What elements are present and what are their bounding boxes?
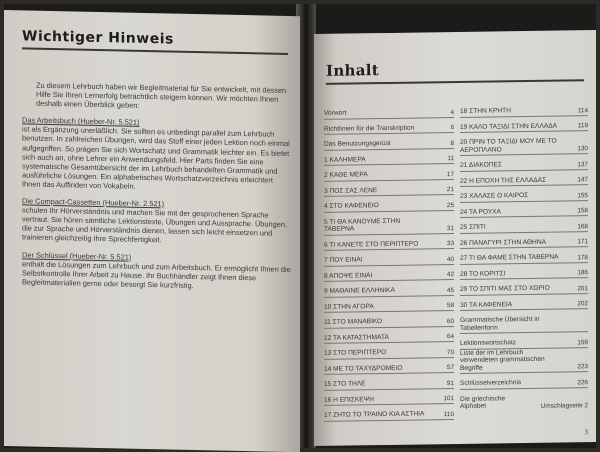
toc-entry-page: 226: [570, 379, 588, 386]
toc-entry-page: 101: [436, 395, 454, 402]
toc-entry-page: 155: [570, 192, 588, 199]
toc-entry-label: 16 Η ΕΠΙΣΚΕΨΗ: [324, 395, 436, 404]
toc-entry: [460, 263, 588, 280]
toc-entry: [324, 118, 454, 135]
toc-entry-label: 12 ΤΑ ΚΑΤΑΣΤΗΜΑΤΑ: [324, 333, 436, 342]
toc-entry: [324, 311, 454, 328]
toc-entry: [324, 265, 454, 282]
right-page: [314, 30, 596, 446]
left-page-body: [22, 80, 292, 300]
toc-entry-page: 147: [570, 176, 588, 183]
toc-entry-label: 19 ΚΑΛΟ ΤΑΞΙΔΙ ΣΤΗΝ ΕΛΛΑΔΑ: [460, 122, 570, 131]
toc-entry-page: 60: [436, 318, 454, 325]
toc-entry: [460, 348, 588, 374]
toc-entry-label: 24 ΤΑ ΡΟΥΧΑ: [460, 207, 570, 216]
toc-entry-label: 4 ΣΤΟ ΚΑΦΕΝΕΙΟ: [324, 201, 436, 210]
toc-entry-page: 21: [436, 186, 454, 193]
toc-entry-page: 91: [436, 380, 454, 387]
paragraph-heading: Die Compact-Cassetten (Hueber-Nr. 2.521): [22, 196, 164, 208]
toc-entry-label: 3 ΠΟΣ ΣΑΣ ΛΕΝΕ: [324, 186, 436, 195]
toc-entry-label: 1 ΚΑΛΗΜΕΡΑ: [324, 155, 436, 164]
toc-entry: [460, 100, 588, 117]
toc-entry: [460, 332, 588, 349]
paragraph-heading: Das Arbeitsbuch (Hueber-Nr. 5.521): [22, 116, 139, 127]
toc-entry-page: 58: [436, 302, 454, 309]
toc-entry-label: 15 ΣΤΟ ΤΗΛΕ: [324, 379, 436, 388]
toc-entry-label: 25 ΣΠΙΤΙ: [460, 222, 570, 231]
toc-entry: [460, 116, 588, 133]
toc-entry-label: 23 ΧΑΛΑΣΕ Ο ΚΑΙΡΟΣ: [460, 191, 570, 200]
toc-entry-page: 178: [570, 254, 588, 261]
toc-entry-label: Vorwort: [324, 108, 436, 117]
toc-entry-label: 20 ΠΡΙΝ ΤΟ ΤΑΞΙΔΙ ΜΟΥ ΜΕ ΤΟ ΑΕΡΟΠΛΑΝΟ: [460, 137, 570, 154]
toc-entry: [324, 180, 454, 197]
toc-entry: [460, 170, 588, 187]
page-title: Wichtiger Hinweis: [22, 28, 288, 53]
toc-entry: [324, 327, 454, 344]
toc-entry-label: 27 ΤΙ ΘΑ ΦΑΜΕ ΣΤΗΝ ΤΑΒΕΡΝΑ: [460, 253, 570, 262]
toc-entry-label: Schlüsselverzeichnis: [460, 378, 570, 387]
toc-entry: [324, 149, 454, 166]
paragraph-text: schulen Ihr Hörverständnis und machen Sie mit der gesprochenen Sprache vertraut. Sie hören sämtliche Lektionstexte, Übungen und Aussprache. Übungen, die zur Sprache und Hörverständnis dienen, lassen sich leicht einsetzen und trainieren gleichzeitig Ihre Sprechfertigkeit.: [22, 206, 287, 245]
toc-entry-page: 57: [436, 364, 454, 371]
toc-entry: [460, 247, 588, 264]
toc-entry-label: 18 ΣΤΗΝ ΚΡΗΤΗ: [460, 106, 570, 115]
toc-entry-label: 17 ΖΗΤΩ ΤΟ ΤΡΑΙΝΟ ΚΙΑ ΑΣΤΗΙΑ: [324, 410, 436, 419]
toc-column-1: [324, 102, 454, 421]
toc-entry-page: 64: [436, 333, 454, 340]
toc-entry-page: 130: [570, 145, 588, 152]
toc-entry-page: 70: [436, 349, 454, 356]
toc-entry-label: 5 ΤΙ ΘΑ ΚΑΝΟΥΜΕ ΣΤΗΝ ΤΑΒΕΡΝΑ: [324, 217, 436, 234]
toc-entry: [324, 195, 454, 212]
toc-entry-page: 110: [436, 411, 454, 418]
open-book: [4, 4, 596, 448]
toc-entry-page: 159: [570, 339, 588, 346]
toc-entry: [324, 102, 454, 119]
toc-entry: [324, 373, 454, 390]
toc-entry: [324, 133, 454, 150]
toc-entry-label: Richtlinien für die Transkription: [324, 124, 436, 133]
toc-entry-label: 28 ΤΟ ΚΟΡΙΤΣΙ: [460, 269, 570, 278]
toc-entry: [460, 131, 588, 156]
toc-entry-page: 6: [436, 124, 454, 131]
toc-entry-page: 40: [436, 256, 454, 263]
toc-entry-label: 7 ΠΟΥ ΕΙΝΑΙ: [324, 255, 436, 264]
hint-paragraph: [22, 196, 292, 247]
paragraph-heading: Der Schlüssel (Hueber-Nr. 5.521): [22, 250, 131, 261]
paragraph-text: ist als Ergänzung unerläßlich. Sie sollten es unbedingt parallel zum Lehrbuch benutzen. In zahlreichen Übungen, wird das Stoff einer jeden Lektion noch einmal aufgegriffen. So prägen Sie sich Wortschatz und Grammatik leichter ein. Es bietet sich auch an, ohne Lehrer ein Anwendungsfeld. Hier Parts finden Sie eine systematische Gesamtübersicht der im Lehrbuch behandelten Grammatik und ausführliche Lösungen. Ein alphabetisches Wortschatzverzeichnis erleichtert Ihnen das Auffinden von Vokabeln.: [22, 125, 290, 191]
right-page-header: [326, 58, 584, 85]
contents-title: Inhalt: [326, 58, 584, 83]
toc-entry: [460, 372, 588, 389]
toc-entry-label: 26 ΠΑΝΑΓΥΡΙ ΣΤΗΝ ΑΘΗΝΑ: [460, 238, 570, 247]
toc-entry-label: 10 ΣΤΗΝ ΑΓΟΡΑ: [324, 302, 436, 311]
toc-entry-page: 223: [570, 363, 588, 370]
toc-entry-label: Liste der im Lehrbuch verwendeten grammatischen Begriffe: [460, 348, 570, 372]
toc-entry-label: 30 ΤΑ ΚΑΦΕΝΕΙΑ: [460, 300, 570, 309]
toc-entry: [324, 389, 454, 406]
toc-entry-label: Lektionswortschatz: [460, 338, 570, 347]
toc-column-2: [460, 100, 588, 411]
toc-entry: [324, 249, 454, 266]
toc-entry-page: 202: [570, 300, 588, 307]
toc-entry: [324, 164, 454, 181]
toc-entry: [460, 216, 588, 233]
toc-entry-page: 168: [570, 223, 588, 230]
paragraph-text: enthält die Lösungen zum Lehrbuch und zum Arbeitsbuch. Er ermöglicht Ihnen die Selbstkontrolle Ihrer Arbeit zu Hause. Ihr Buchhändler zeigt Ihnen diese Begleitmaterialien gerne oder besorgt Sie kurzfristig.: [22, 259, 291, 290]
toc-entry-label: 29 ΤΟ ΣΠΙΤΙ ΜΑΣ ΣΤΟ ΧΩΡΙΟ: [460, 284, 570, 293]
toc-entry: [460, 388, 588, 412]
toc-entry-label: 9 ΜΑΘΑΙΝΕ ΕΛΛΗΝΙΚΑ: [324, 286, 436, 295]
toc-entry-page: 8: [436, 140, 454, 147]
toc-entry-page: 186: [570, 269, 588, 276]
toc-entry: [460, 185, 588, 202]
paragraph-text: Zu diesem Lehrbuch haben wir Begleitmaterial für Sie entwickelt, mit dessen Hilfe Sie Ihren Lernerfolg beträchtlich steigern können. Wir möchten Ihnen deshalb einen Überblick geben:: [36, 81, 286, 110]
toc-entry-page: 31: [436, 225, 454, 232]
toc-entry: [460, 154, 588, 171]
toc-entry-page: 25: [436, 202, 454, 209]
toc-entry: [324, 342, 454, 359]
toc-entry-label: 14 ΜΕ ΤΟ ΤΑΧΥΔΡΟΜΕΙΟ: [324, 364, 436, 373]
hint-paragraph: [22, 80, 292, 113]
toc-entry: [324, 211, 454, 236]
left-page-header: [22, 28, 288, 55]
toc-entry-label: 6 ΤΙ ΚΑΝΕΤΕ ΣΤΟ ΠΕΡΙΠΤΕΡΟ: [324, 240, 436, 249]
toc-entry-page: 4: [436, 109, 454, 116]
toc-entry-page: 137: [570, 161, 588, 168]
toc-entry-label: 13 ΣΤΟ ΠΕΡΙΠΤΕΡΟ: [324, 348, 436, 357]
page-number: 3: [585, 428, 589, 436]
toc-entry-page: Umschlagseite 2: [534, 402, 588, 410]
toc-entry-page: 158: [570, 207, 588, 214]
left-page: [4, 10, 300, 452]
toc-entry: [324, 404, 454, 421]
toc-entry: [460, 294, 588, 311]
toc-entry-page: 119: [570, 122, 588, 129]
toc-entry: [460, 201, 588, 218]
toc-entry-label: 22 Η ΕΠΟΧΗ ΤΗΣ ΕΛΛΑΔΑΣ: [460, 176, 570, 185]
toc-entry: [324, 296, 454, 313]
toc-entry: [324, 280, 454, 297]
toc-entry-label: 21 ΔΙΑΚΟΠΕΣ: [460, 160, 570, 169]
toc-entry: [460, 278, 588, 295]
toc-entry-page: 201: [570, 285, 588, 292]
toc-entry-page: 114: [570, 107, 588, 114]
toc-entry-page: 45: [436, 287, 454, 294]
toc-entry-page: 11: [436, 155, 454, 162]
toc-entry: [460, 232, 588, 249]
toc-entry-label: 8 ΑΠΟΨΕ ΕΙΝΑΙ: [324, 271, 436, 280]
toc-entry: [324, 234, 454, 251]
toc-entry: [460, 309, 588, 334]
toc-entry-page: 42: [436, 271, 454, 278]
toc-entry-page: 33: [436, 240, 454, 247]
toc-entry-page: 171: [570, 238, 588, 245]
toc-entry-label: Das Benutzungsgerüst: [324, 139, 436, 148]
toc-entry: [324, 358, 454, 375]
toc-entry-page: 17: [436, 171, 454, 178]
hint-paragraph: [22, 116, 292, 194]
hint-paragraph: [22, 250, 292, 292]
toc-entry-label: Grammatische Übersicht in Tabellenform: [460, 315, 570, 332]
toc-entry-label: 2 ΚΑΘΕ ΜΕΡΑ: [324, 170, 436, 179]
toc-entry-label: Die griechische Alphabet: [460, 394, 534, 410]
toc-entry-label: 11 ΣΤΟ ΜΑΝΑΒΙΚΟ: [324, 317, 436, 326]
